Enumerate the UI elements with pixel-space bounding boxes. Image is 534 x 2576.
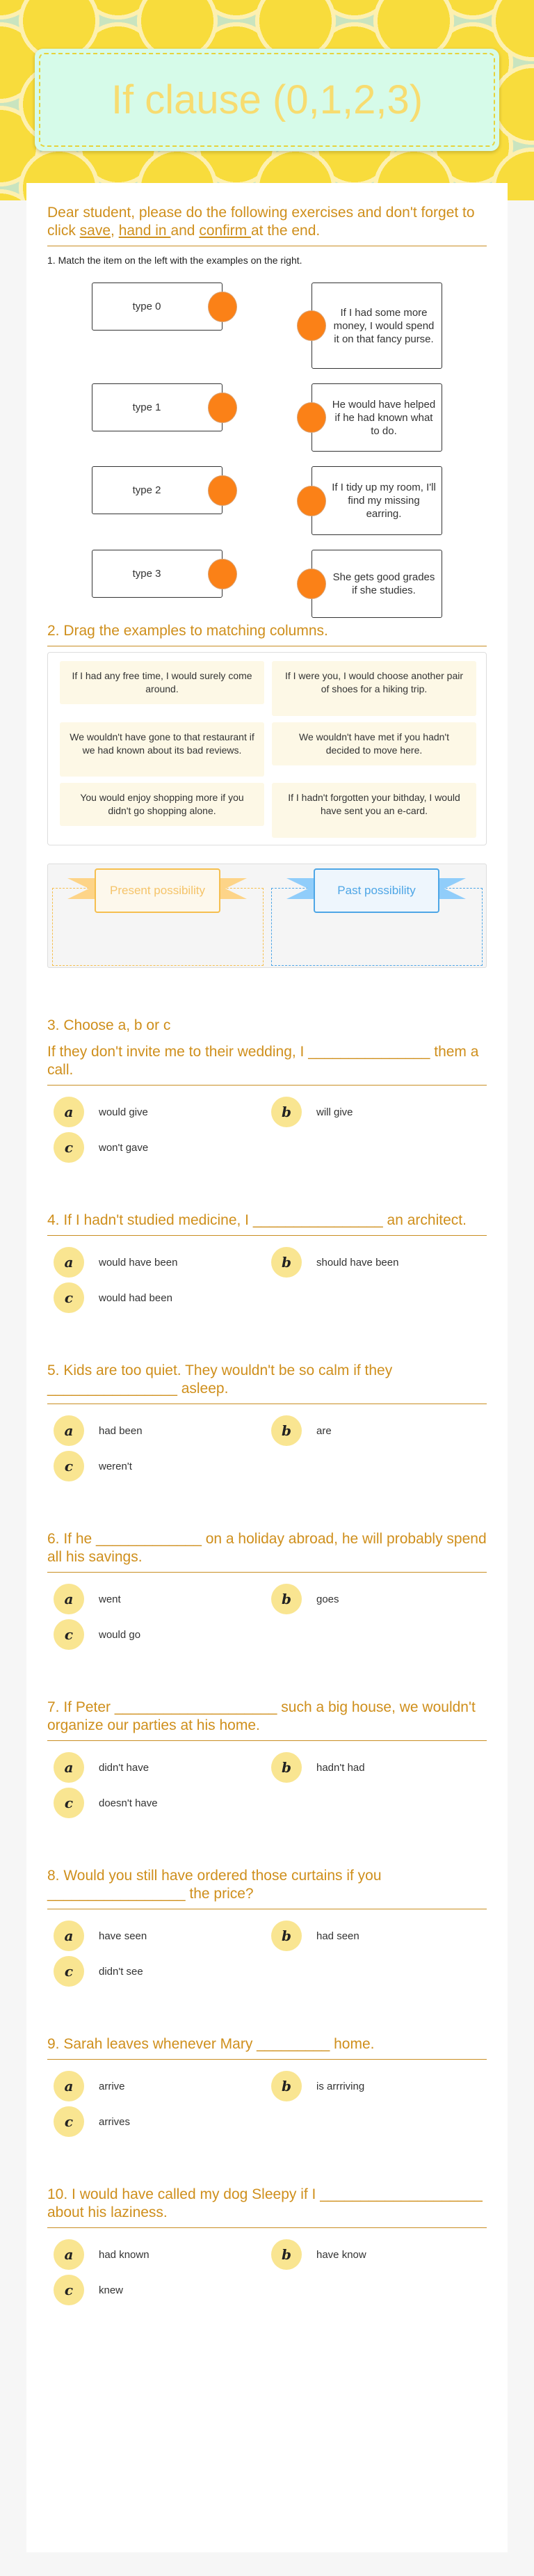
option-text: goes [316, 1593, 339, 1605]
answer-option-a[interactable] [54, 1584, 271, 1614]
option-text: will give [316, 1106, 353, 1118]
intro-part: at the end. [251, 223, 321, 239]
answer-options [47, 1415, 487, 1481]
q2-heading: 2. Drag the examples to matching columns. [47, 622, 487, 646]
question-block [47, 1699, 487, 1818]
option-text: had been [99, 1424, 143, 1437]
answer-options [47, 2071, 487, 2137]
option-letter-badge: c [54, 1132, 84, 1163]
option-letter-badge: c [54, 2275, 84, 2305]
option-letter-badge: a [54, 1247, 84, 1278]
option-text: have know [316, 2248, 366, 2261]
answer-option-b[interactable] [271, 1247, 489, 1278]
option-text: would had been [99, 1291, 172, 1304]
answer-option-a[interactable] [54, 1247, 271, 1278]
drop-columns [47, 864, 487, 968]
connector-dot[interactable] [297, 569, 326, 599]
intro-part: Dear student, please do the following exercises and don't forget to click [47, 205, 475, 239]
connector-dot[interactable] [208, 559, 237, 589]
option-letter-badge: a [54, 1752, 84, 1783]
past-column-label: Past possibility [314, 868, 439, 913]
answer-options [47, 1097, 487, 1163]
worksheet-card [26, 183, 508, 2552]
connector-dot[interactable] [297, 402, 326, 433]
match-left-item[interactable]: type 1 [92, 383, 222, 431]
option-letter-badge: b [271, 1097, 302, 1127]
option-text: had known [99, 2248, 149, 2261]
question-heading: 3. Choose a, b or c [47, 1017, 171, 1033]
option-text: would have been [99, 1256, 178, 1269]
answer-option-b[interactable] [271, 1097, 489, 1127]
answer-option-b[interactable] [271, 2071, 489, 2101]
hand-in-word: hand in [118, 223, 171, 239]
answer-option-a[interactable] [54, 1097, 271, 1127]
answer-option-c[interactable] [54, 1282, 271, 1313]
option-letter-badge: b [271, 1752, 302, 1783]
drag-items-pool [47, 652, 487, 845]
question-text: 7. If Peter ____________________ such a big house, we wouldn't organize our parties at his home. [47, 1699, 487, 1741]
option-text: didn't have [99, 1761, 149, 1774]
answer-option-b[interactable] [271, 2239, 489, 2270]
option-letter-badge: b [271, 2239, 302, 2270]
option-text: have seen [99, 1930, 147, 1942]
answer-option-b[interactable] [271, 1584, 489, 1614]
question-block [47, 1362, 487, 1481]
match-right-item[interactable]: He would have helped if he had known what to do. [312, 383, 442, 452]
answer-option-a[interactable] [54, 1921, 271, 1951]
question-text: 10. I would have called my dog Sleepy if I ____________________ about his laziness. [47, 2186, 487, 2228]
question-block [47, 1211, 487, 1313]
option-text: weren't [99, 1460, 132, 1472]
draggable-example[interactable]: If I hadn't forgotten your bithday, I would have sent you an e-card. [272, 783, 476, 838]
answer-option-b[interactable] [271, 1415, 489, 1446]
match-left-item[interactable]: type 3 [92, 550, 222, 598]
matching-exercise [47, 266, 487, 614]
question-block [47, 2186, 487, 2305]
option-letter-badge: c [54, 2106, 84, 2137]
option-text: arrives [99, 2115, 131, 2128]
answer-option-b[interactable] [271, 1921, 489, 1951]
answer-options [47, 1247, 487, 1313]
draggable-example[interactable]: You would enjoy shopping more if you didn't go shopping alone. [60, 783, 264, 826]
option-letter-badge: b [271, 1415, 302, 1446]
connector-dot[interactable] [208, 292, 237, 322]
option-text: would go [99, 1628, 141, 1641]
answer-option-c[interactable] [54, 2106, 271, 2137]
answer-option-c[interactable] [54, 1619, 271, 1650]
answer-options [47, 1921, 487, 1987]
match-left-item[interactable]: type 0 [92, 283, 222, 331]
option-letter-badge: a [54, 2239, 84, 2270]
option-text: would give [99, 1106, 148, 1118]
option-letter-badge: c [54, 1788, 84, 1818]
draggable-example[interactable]: We wouldn't have met if you hadn't decided to move here. [272, 722, 476, 765]
connector-dot[interactable] [297, 310, 326, 341]
option-text: hadn't had [316, 1761, 365, 1774]
answer-option-c[interactable] [54, 1956, 271, 1987]
option-text: should have been [316, 1256, 399, 1269]
option-text: knew [99, 2284, 124, 2296]
connector-dot[interactable] [208, 392, 237, 423]
draggable-example[interactable]: If I had any free time, I would surely come around. [60, 661, 264, 704]
answer-option-a[interactable] [54, 2071, 271, 2101]
option-text: didn't see [99, 1965, 143, 1978]
question-block [47, 1017, 487, 1163]
option-letter-badge: b [271, 1921, 302, 1951]
save-word: save [79, 223, 111, 239]
option-text: are [316, 1424, 332, 1437]
question-text: If they don't invite me to their wedding, I _______________ them a call. [47, 1043, 487, 1086]
question-text: 6. If he _____________ on a holiday abroad, he will probably spend all his savings. [47, 1530, 487, 1573]
connector-dot[interactable] [208, 475, 237, 506]
option-text: doesn't have [99, 1797, 158, 1809]
answer-option-a[interactable] [54, 1752, 271, 1783]
option-letter-badge: c [54, 1619, 84, 1650]
option-letter-badge: a [54, 1097, 84, 1127]
answer-option-b[interactable] [271, 1752, 489, 1783]
title-box [35, 49, 499, 151]
option-text: is arrriving [316, 2080, 365, 2092]
draggable-example[interactable]: If I were you, I would choose another pair of shoes for a hiking trip. [272, 661, 476, 716]
question-block [47, 1530, 487, 1650]
intro-part: and [170, 223, 200, 239]
answer-option-c[interactable] [54, 2275, 271, 2305]
option-text: had seen [316, 1930, 359, 1942]
question-text: 5. Kids are too quiet. They wouldn't be so calm if they ________________ asleep. [47, 1362, 487, 1404]
connector-dot[interactable] [297, 486, 326, 516]
answer-option-c[interactable] [54, 1451, 271, 1481]
question-block [47, 2035, 487, 2137]
option-letter-badge: c [54, 1956, 84, 1987]
intro-text [47, 204, 487, 246]
option-text: went [99, 1593, 121, 1605]
lemon-banner [0, 0, 534, 200]
match-right-item[interactable]: If I tidy up my room, I'll find my missing earring. [312, 466, 442, 535]
question-text: 4. If I hadn't studied medicine, I ________________ an architect. [47, 1211, 487, 1236]
option-letter-badge: a [54, 2071, 84, 2101]
answer-option-c[interactable] [54, 1788, 271, 1818]
answer-options [47, 2239, 487, 2305]
option-letter-badge: b [271, 1584, 302, 1614]
multiple-choice-questions [47, 1017, 487, 2305]
question-text: 8. Would you still have ordered those curtains if you _________________ the price? [47, 1867, 487, 1909]
option-letter-badge: a [54, 1415, 84, 1446]
match-left-item[interactable]: type 2 [92, 466, 222, 514]
question-text: 9. Sarah leaves whenever Mary _________ home. [47, 2035, 487, 2060]
option-letter-badge: b [271, 2071, 302, 2101]
answer-option-c[interactable] [54, 1132, 271, 1163]
present-column-label: Present possibility [95, 868, 220, 913]
page-title: If clause (0,1,2,3) [39, 53, 495, 147]
answer-option-a[interactable] [54, 2239, 271, 2270]
option-letter-badge: c [54, 1282, 84, 1313]
question-block [47, 1867, 487, 1987]
option-text: won't gave [99, 1141, 149, 1154]
draggable-example[interactable]: We wouldn't have gone to that restaurant if we had known about its bad reviews. [60, 722, 264, 777]
match-right-item[interactable]: She gets good grades if she studies. [312, 550, 442, 618]
answer-options [47, 1752, 487, 1818]
option-letter-badge: a [54, 1921, 84, 1951]
option-letter-badge: b [271, 1247, 302, 1278]
option-letter-badge: c [54, 1451, 84, 1481]
answer-options [47, 1584, 487, 1650]
option-text: arrive [99, 2080, 125, 2092]
option-letter-badge: a [54, 1584, 84, 1614]
confirm-word: confirm [199, 223, 251, 239]
intro-part: , [111, 223, 119, 239]
match-right-item[interactable]: If I had some more money, I would spend it on that fancy purse. [312, 283, 442, 369]
q1-instruction: 1. Match the item on the left with the examples on the right. [47, 255, 302, 266]
answer-option-a[interactable] [54, 1415, 271, 1446]
